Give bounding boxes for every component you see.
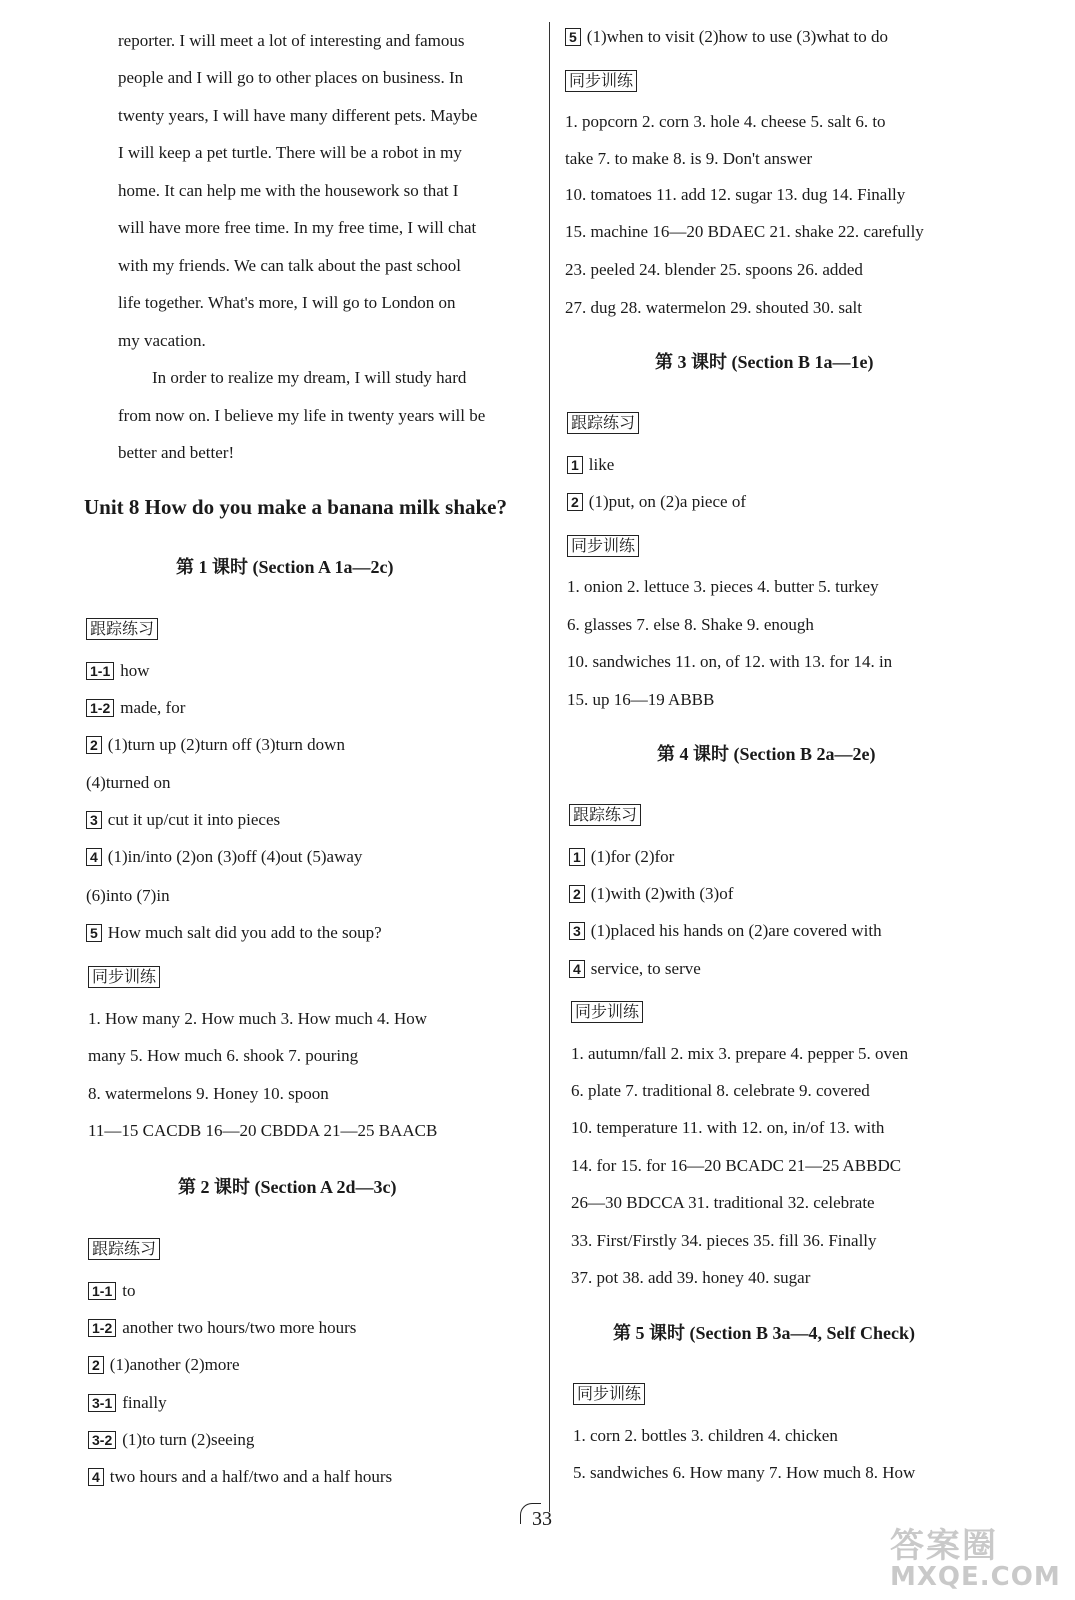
lesson-title: 第 1 课时 (Section A 1a—2c) [176, 557, 394, 577]
item-number-box: 3-1 [88, 1394, 116, 1412]
item-number-box: 1-2 [88, 1319, 116, 1337]
item-number-box: 1-1 [86, 662, 114, 680]
answer-item: 1-1 how [86, 660, 150, 682]
answer-item: 1-2 made, for [86, 697, 185, 719]
answer-line: 11—15 CACDB 16—20 CBDDA 21—25 BAACB [88, 1121, 438, 1140]
lesson-title: 第 3 课时 (Section B 1a—1e) [655, 352, 874, 372]
essay-line: reporter. I will meet a lot of interesting and famous [118, 31, 465, 50]
answer-item: 2 (1)another (2)more [88, 1354, 240, 1376]
answer-item: 1 (1)for (2)for [569, 846, 674, 868]
answer-line: 27. dug 28. watermelon 29. shouted 30. salt [565, 298, 862, 317]
item-number-box: 3 [86, 811, 102, 829]
tracking-practice-tag: 跟踪练习 [567, 412, 639, 434]
sync-training-tag: 同步训练 [88, 966, 160, 988]
essay-line: home. It can help me with the housework so that I [118, 181, 459, 200]
sync-training-tag: 同步训练 [567, 535, 639, 557]
answer-item: 5 (1)when to visit (2)how to use (3)what to do [565, 26, 888, 48]
answer-item: 2 (1)with (2)with (3)of [569, 883, 733, 905]
answer-line: take 7. to make 8. is 9. Don't answer [565, 149, 813, 168]
answer-line: 1. How many 2. How much 3. How much 4. How [88, 1009, 428, 1028]
essay-line: with my friends. We can talk about the past school [118, 256, 461, 275]
answer-item: 1 like [567, 454, 614, 476]
answer-line: 1. onion 2. lettuce 3. pieces 4. butter 5. turkey [567, 577, 879, 596]
item-number-box: 2 [86, 736, 102, 754]
sync-training-tag: 同步训练 [571, 1001, 643, 1023]
essay-line: people and I will go to other places on business. In [118, 68, 464, 87]
answer-line: 37. pot 38. add 39. honey 40. sugar [571, 1268, 811, 1287]
item-number-box: 2 [567, 493, 583, 511]
answer-item: 3-1 finally [88, 1392, 167, 1414]
answer-item: 1-1 to [88, 1280, 135, 1302]
answer-item-continued: (6)into (7)in [86, 886, 170, 905]
answer-line: 8. watermelons 9. Honey 10. spoon [88, 1084, 329, 1103]
answer-item: 5 How much salt did you add to the soup? [86, 922, 382, 944]
item-number-box: 4 [88, 1468, 104, 1486]
answer-line: 6. glasses 7. else 8. Shake 9. enough [567, 615, 814, 634]
essay-line: In order to realize my dream, I will study hard [152, 368, 467, 387]
answer-item-continued: (4)turned on [86, 773, 171, 792]
item-number-box: 2 [569, 885, 585, 903]
answer-item: 2 (1)turn up (2)turn off (3)turn down [86, 734, 345, 756]
answer-item: 3 cut it up/cut it into pieces [86, 809, 280, 831]
item-number-box: 1 [569, 848, 585, 866]
answer-item: 1-2 another two hours/two more hours [88, 1317, 356, 1339]
answer-item: 4 (1)in/into (2)on (3)off (4)out (5)away [86, 846, 362, 868]
item-number-box: 4 [569, 960, 585, 978]
answer-line: 15. up 16—19 ABBB [567, 690, 715, 709]
item-number-box: 1-1 [88, 1282, 116, 1300]
item-number-box: 3 [569, 922, 585, 940]
answer-line: 1. corn 2. bottles 3. children 4. chicken [573, 1426, 838, 1445]
lesson-title: 第 5 课时 (Section B 3a—4, Self Check) [613, 1323, 915, 1343]
answer-line: 5. sandwiches 6. How many 7. How much 8. How [573, 1463, 916, 1482]
answer-line: 1. autumn/fall 2. mix 3. prepare 4. pepper 5. oven [571, 1044, 909, 1063]
answer-item: 4 two hours and a half/two and a half hours [88, 1466, 392, 1488]
answer-line: 26—30 BDCCA 31. traditional 32. celebrate [571, 1193, 875, 1212]
item-number-box: 1 [567, 456, 583, 474]
essay-line: better and better! [118, 443, 235, 462]
item-number-box: 2 [88, 1356, 104, 1374]
watermark-bottom-text: MXQE.COM [890, 1562, 1061, 1592]
answer-line: 6. plate 7. traditional 8. celebrate 9. covered [571, 1081, 870, 1100]
item-number-box: 4 [86, 848, 102, 866]
answer-line: 10. temperature 11. with 12. on, in/of 13. with [571, 1118, 885, 1137]
answer-line: 33. First/Firstly 34. pieces 35. fill 36. Finally [571, 1231, 877, 1250]
sync-training-tag: 同步训练 [565, 70, 637, 92]
tracking-practice-tag: 跟踪练习 [569, 804, 641, 826]
watermark-top-text: 答案圈 [890, 1526, 998, 1566]
item-number-box: 5 [565, 28, 581, 46]
item-number-box: 5 [86, 924, 102, 942]
answer-item: 2 (1)put, on (2)a piece of [567, 491, 746, 513]
answer-line: 14. for 15. for 16—20 BCADC 21—25 ABBDC [571, 1156, 902, 1175]
essay-line: my vacation. [118, 331, 206, 350]
essay-line: from now on. I believe my life in twenty years will be [118, 406, 486, 425]
answer-line: many 5. How much 6. shook 7. pouring [88, 1046, 359, 1065]
lesson-title: 第 2 课时 (Section A 2d—3c) [178, 1177, 397, 1197]
item-number-box: 3-2 [88, 1431, 116, 1449]
answer-line: 15. machine 16—20 BDAEC 21. shake 22. carefully [565, 222, 924, 241]
answer-item: 3 (1)placed his hands on (2)are covered with [569, 920, 882, 942]
answer-item: 4 service, to serve [569, 958, 701, 980]
tracking-practice-tag: 跟踪练习 [86, 618, 158, 640]
item-number-box: 1-2 [86, 699, 114, 717]
answer-item: 3-2 (1)to turn (2)seeing [88, 1429, 254, 1451]
lesson-title: 第 4 课时 (Section B 2a—2e) [657, 744, 876, 764]
column-divider [549, 22, 550, 1512]
essay-line: I will keep a pet turtle. There will be a robot in my [118, 143, 462, 162]
answer-line: 23. peeled 24. blender 25. spoons 26. added [565, 260, 863, 279]
tracking-practice-tag: 跟踪练习 [88, 1238, 160, 1260]
essay-line: life together. What's more, I will go to London on [118, 293, 456, 312]
essay-line: will have more free time. In my free time, I will chat [118, 218, 477, 237]
unit-title: Unit 8 How do you make a banana milk shake? [84, 495, 508, 519]
sync-training-tag: 同步训练 [573, 1383, 645, 1405]
answer-line: 1. popcorn 2. corn 3. hole 4. cheese 5. salt 6. to [565, 112, 886, 131]
page-number: 33 [532, 1508, 552, 1530]
answer-line: 10. tomatoes 11. add 12. sugar 13. dug 14. Finally [565, 185, 906, 204]
watermark-logo [870, 1518, 1070, 1596]
answer-line: 10. sandwiches 11. on, of 12. with 13. for 14. in [567, 652, 893, 671]
essay-line: twenty years, I will have many different pets. Maybe [118, 106, 478, 125]
